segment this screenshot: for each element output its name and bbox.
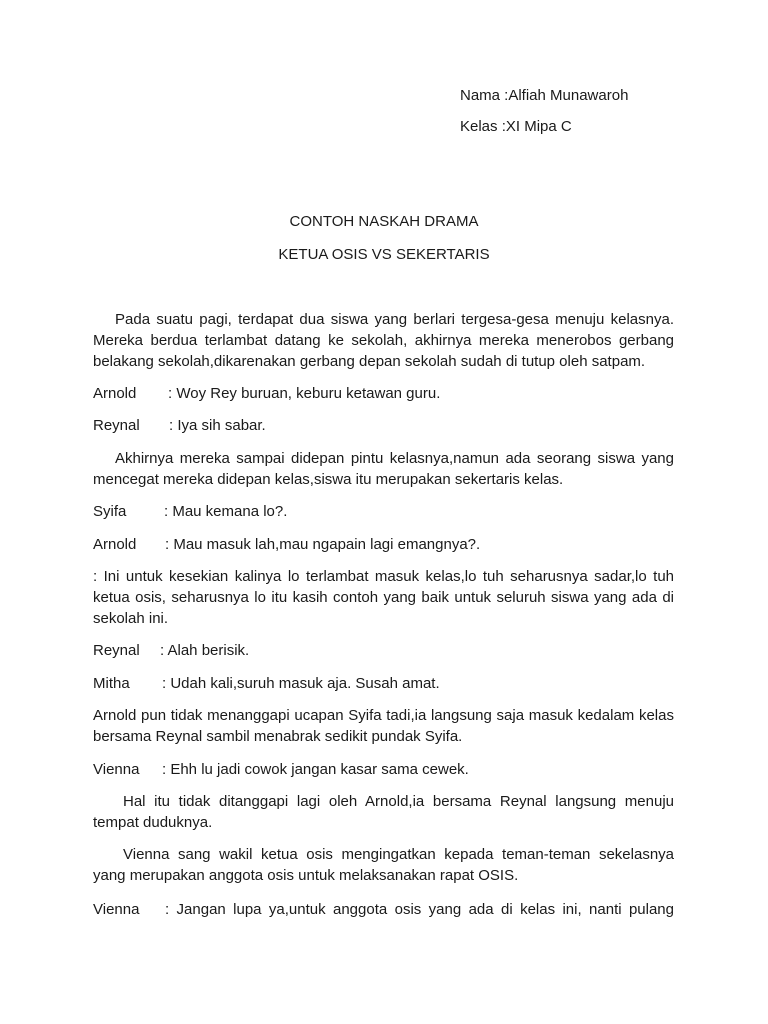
dialogue-text: : Jangan lupa ya,untuk anggota osis yang ada di kelas ini, nanti pulang [165,901,674,918]
dialogue-line [93,899,674,920]
dialogue-text: : Mau kemana lo?. [164,503,288,520]
narration-paragraph: Hal itu tidak ditanggapi lagi oleh Arnold,ia bersama Reynal langsung menuju tempat duduknya. [93,793,674,831]
dialogue-text: : Iya sih sabar. [169,417,266,434]
dialogue-line [93,640,674,661]
speaker-name: Arnold [93,536,137,553]
dialogue-line [93,383,674,404]
document-subtitle: KETUA OSIS VS SEKERTARIS [278,246,490,263]
dialogue-text: : Alah berisik. [160,642,250,659]
speaker-name: Reynal [93,417,140,434]
speaker-name: Syifa [93,503,127,520]
speaker-name: Mitha [93,675,130,692]
dialogue-text: : Udah kali,suruh masuk aja. Susah amat. [162,675,440,692]
narration-paragraph: Vienna sang wakil ketua osis mengingatkan kepada teman-teman sekelasnya yang merupakan anggota osis untuk melaksanakan rapat OSIS. [93,846,674,884]
dialogue-line [93,534,674,555]
document-title: CONTOH NASKAH DRAMA [289,213,479,230]
dialogue-line [93,673,674,694]
dialogue-line [93,501,674,522]
dialogue-line [93,759,674,780]
dialogue-text: : Mau masuk lah,mau ngapain lagi emangnya?. [165,536,481,553]
speaker-name: Reynal [93,642,140,659]
dialogue-line [93,566,674,629]
student-name: Nama :Alfiah Munawaroh [460,87,629,104]
dialogue-text: : Ini untuk kesekian kalinya lo terlambat masuk kelas,lo tuh seharusnya sadar,lo tuh ketua osis, seharusnya lo itu kasih contoh yang baik untuk seluruh siswa yang ada di sekolah ini. [93,568,674,627]
student-class: Kelas :XI Mipa C [460,118,572,135]
narration-paragraph: Pada suatu pagi, terdapat dua siswa yang berlari tergesa-gesa menuju kelasnya. Mereka berdua terlambat datang ke sekolah, akhirnya mereka menerobos gerbang belakang sekolah,dikarenakan gerbang depan sekolah sudah di tutup oleh satpam. [93,311,674,370]
dialogue-line [93,415,674,436]
dialogue-text: : Woy Rey buruan, keburu ketawan guru. [168,385,441,402]
narration-paragraph: Arnold pun tidak menanggapi ucapan Syifa tadi,ia langsung saja masuk kedalam kelas bersama Reynal sambil menabrak sedikit pundak Syifa. [93,707,674,745]
narration-paragraph: Akhirnya mereka sampai didepan pintu kelasnya,namun ada seorang siswa yang mencegat mereka didepan kelas,siswa itu merupakan sekertaris kelas. [93,450,674,488]
speaker-name: Vienna [93,901,140,918]
dialogue-text: : Ehh lu jadi cowok jangan kasar sama cewek. [162,761,469,778]
speaker-name: Vienna [93,761,140,778]
speaker-name: Arnold [93,385,137,402]
